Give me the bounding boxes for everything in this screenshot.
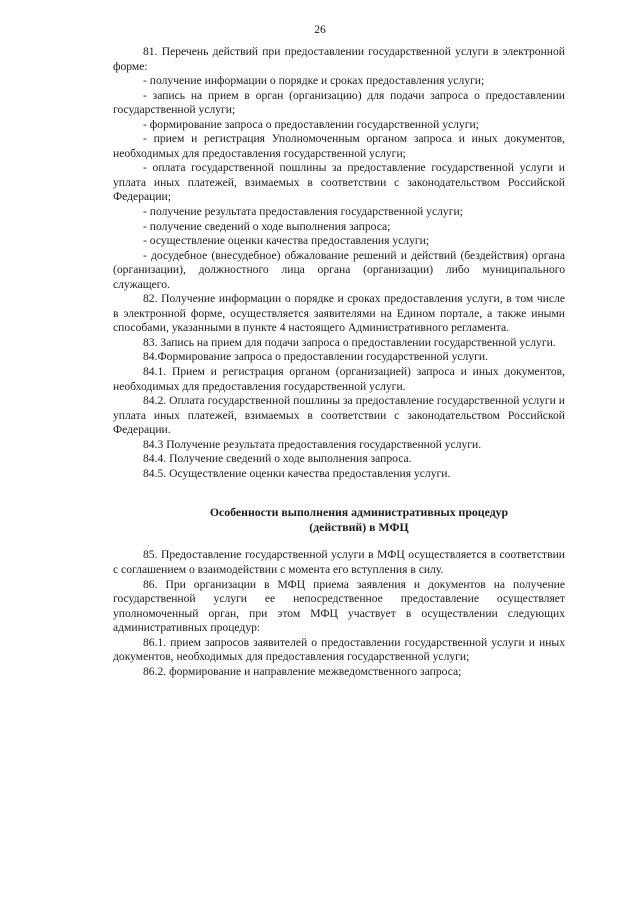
paragraph-84: 84.Формирование запроса о предоставлении государственной услуги. [143,350,488,364]
paragraph-84-5: 84.5. Осуществление оценки качества предоставления услуги. [143,466,451,480]
list-item: - прием и регистрация Уполномоченным органом запроса и иных документов, необходимых для предоставления государственной услуги; [113,132,565,160]
section-heading [113,505,565,534]
list-item: - получение сведений о ходе выполнения запроса; [143,219,391,233]
list-item: - досудебное (внесудебное) обжалование решений и действий (бездействия) органа (организации), должностного лица органа (организации) либо муниципального служащего. [113,248,565,291]
paragraph-84-3: 84.3 Получение результата предоставления государственной услуги. [143,437,482,451]
paragraph-82: 82. Получение информации о порядке и сроках предоставления услуги, в том числе в электронной форме, осуществляется заявителями на Едином портале, а также иными способами, указанными в пункте 4 настоящего Административного регламента. [113,292,565,335]
list-item: - получение информации о порядке и сроках предоставления услуги; [143,74,485,88]
paragraph-84-2: 84.2. Оплата государственной пошлины за предоставление государственной услуги и уплата иных платежей, взимаемых в соответствии с законодательством Российской Федерации. [113,394,565,437]
paragraph-84-4: 84.4. Получение сведений о ходе выполнения запроса. [143,452,412,466]
list-item: - получение результата предоставления государственной услуги; [143,205,463,219]
section-heading-line1: Особенности выполнения административных процедур [209,505,509,520]
paragraph-83: 83. Запись на прием для подачи запроса о предоставлении государственной услуги. [143,335,556,349]
list-item: - запись на прием в орган (организацию) для подачи запроса о предоставлении государственной услуги; [113,88,565,117]
paragraph-81: 81. Перечень действий при предоставлении государственной услуги в электронной форме: [113,45,565,73]
page-number: 26 [314,24,326,36]
list-item: - формирование запроса о предоставлении государственной услуги; [143,117,479,131]
paragraph-85: 85. Предоставление государственной услуги в МФЦ осуществляется в соответствии с соглашением о взаимодействии с момента его вступления в силу. [113,548,565,576]
paragraph-86-2: 86.2. формирование и направление межведомственного запроса; [143,664,462,678]
section-heading-line2: (действий) в МФЦ [309,519,409,534]
paragraph-86: 86. При организации в МФЦ приема заявления и документов на получение государственной услуги ее непосредственное предоставление осуществляет уполномоченный орган, при этом МФЦ участвует в осуществлении следующих административных процедур: [113,577,565,635]
paragraph-86-1: 86.1. прием запросов заявителей о предоставлении государственной услуги и иных документов, необходимых для предоставления государственной услуги; [113,635,565,664]
list-item: - оплата государственной пошлины за предоставление государственной услуги и уплата иных платежей, взимаемых в соответствии с законодательством Российской Федерации; [113,161,565,204]
document-body [113,45,565,679]
paragraph-84-1: 84.1. Прием и регистрация органом (организацией) запроса и иных документов, необходимых для предоставления государственной услуги. [113,365,565,393]
list-item: - осуществление оценки качества предоставления услуги; [143,234,430,248]
